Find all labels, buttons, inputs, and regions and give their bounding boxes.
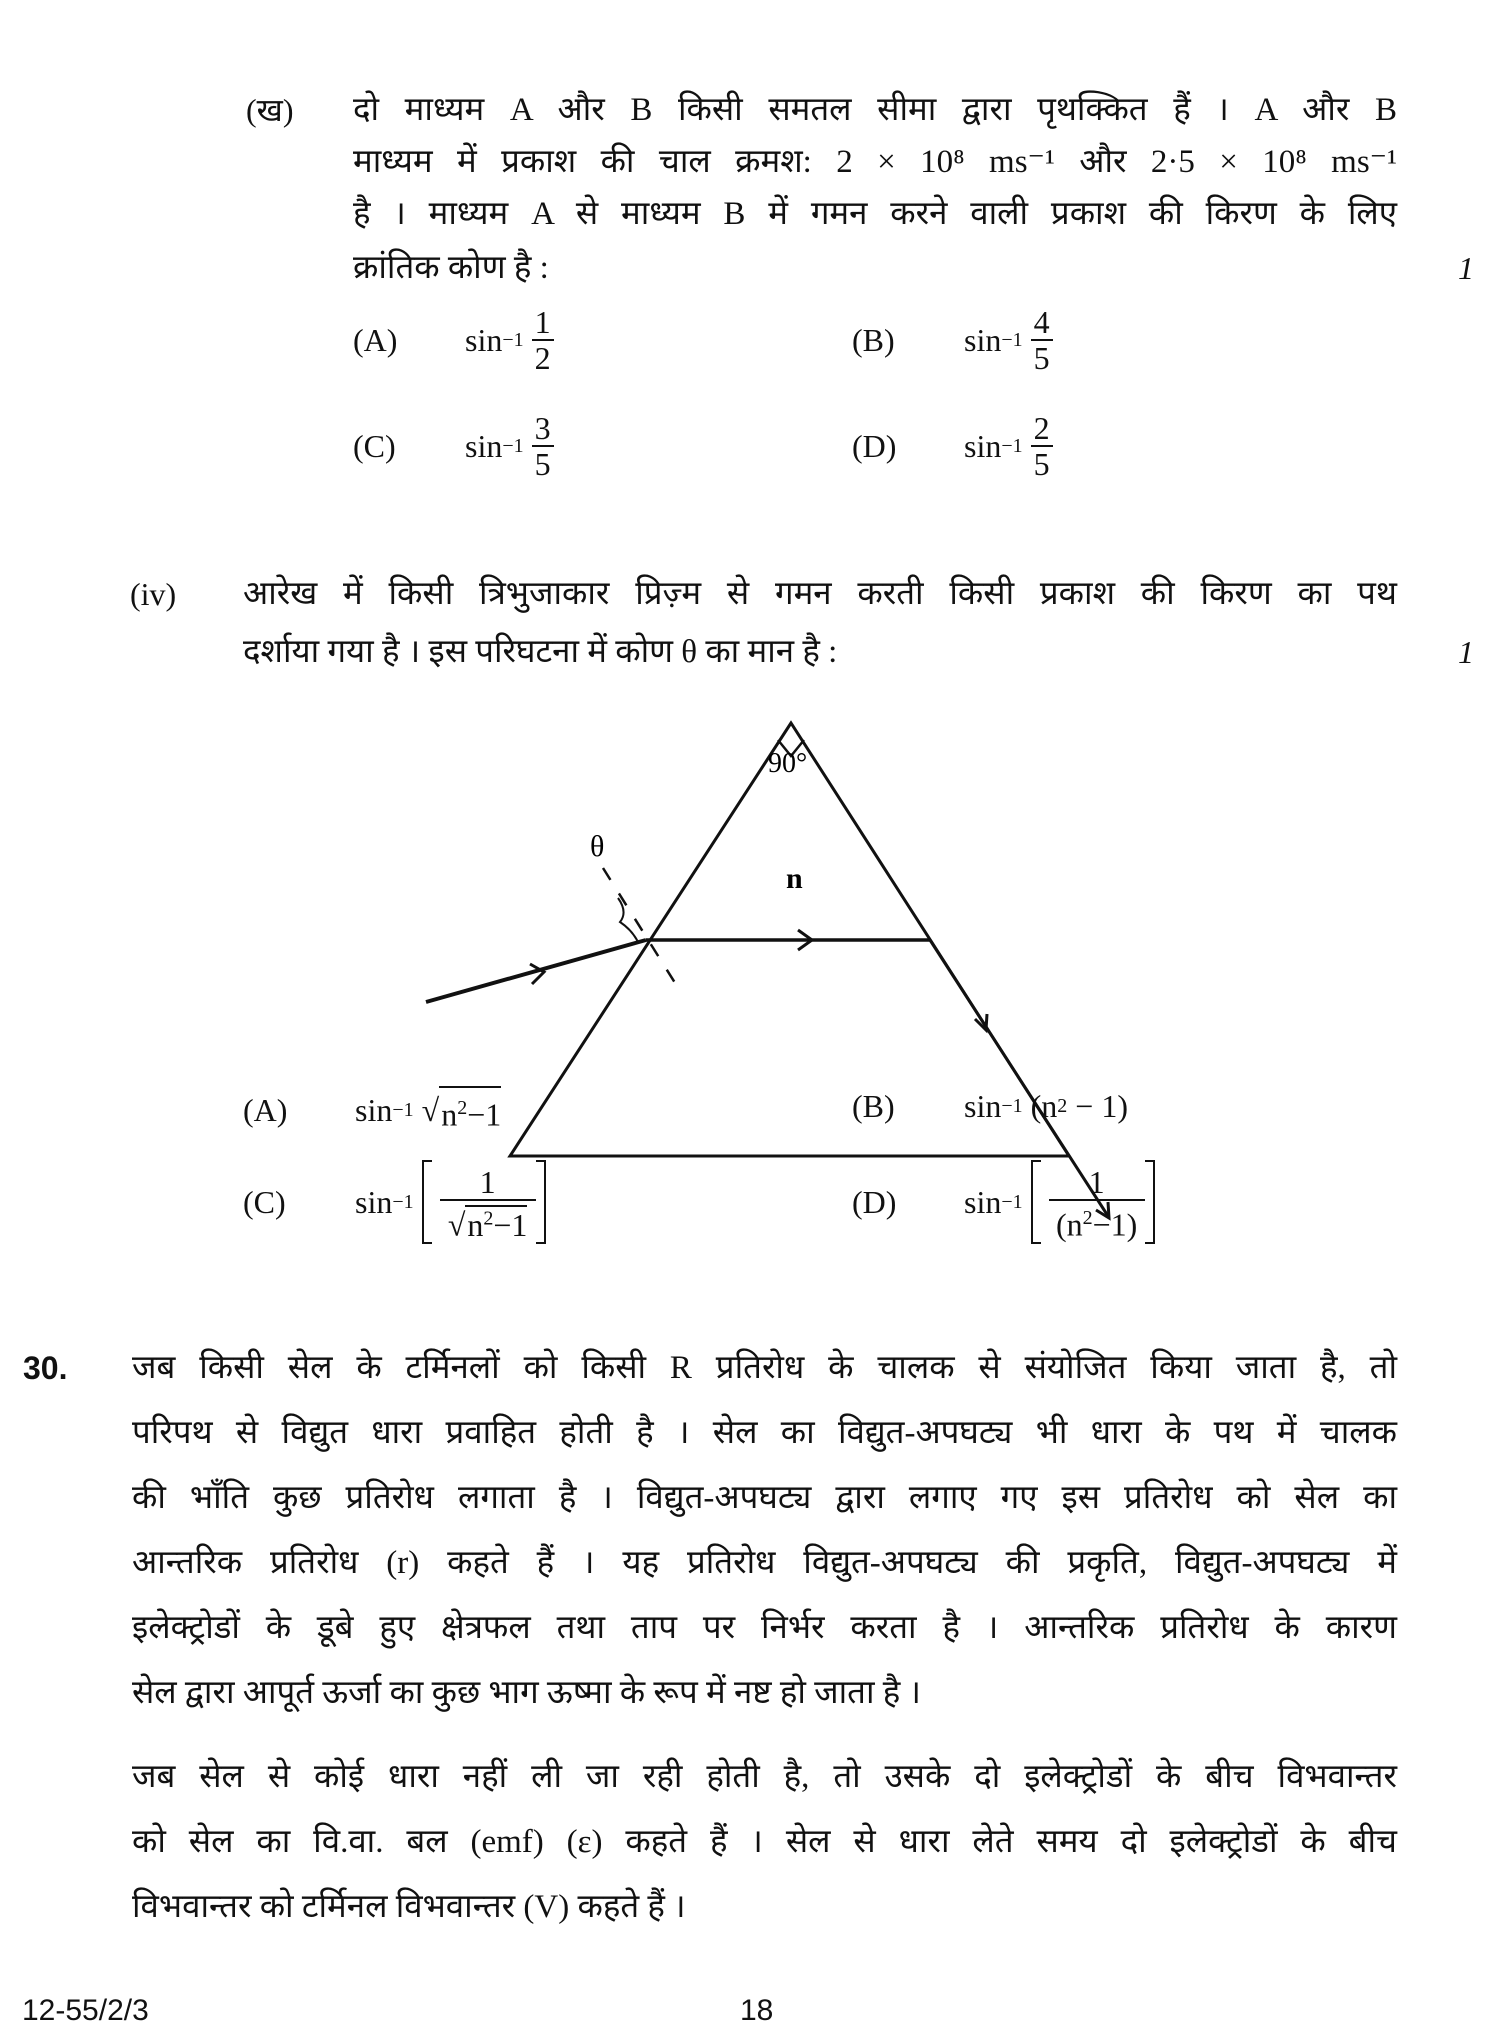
incident-ray [426, 940, 646, 1002]
question-text-line: माध्यम में प्रकाश की चाल क्रमश: 2 × 10⁸ ms⁻¹ और 2·5 × 10⁸ ms⁻¹ [353, 144, 1397, 180]
func: sin [355, 1092, 393, 1129]
question-label: (ख) [246, 92, 294, 128]
option-label: (A) [353, 322, 398, 358]
theta-label: θ [590, 830, 605, 863]
numerator: 2 [1031, 411, 1053, 447]
func: sin [964, 428, 1002, 464]
exponent: −1 [1001, 435, 1023, 457]
exponent: −1 [392, 1190, 414, 1213]
sqrt-body [439, 1086, 501, 1135]
exponent: −1 [392, 1099, 414, 1122]
option-c [243, 1160, 546, 1244]
denominator: 5 [1033, 340, 1050, 376]
base: (n [1055, 1206, 1083, 1243]
option-label: (B) [852, 1088, 895, 1124]
paragraph-line: की भाँति कुछ प्रतिरोध लगाता है । विद्युत-अपघट्य द्वारा लगाए गए इस प्रतिरोध को सेल का [132, 1480, 1397, 1516]
question-text-line: दो माध्यम A और B किसी समतल सीमा द्वारा पृथक्कित हैं । A और B [353, 92, 1397, 128]
option-label: (D) [852, 428, 897, 464]
option-label: (B) [852, 322, 895, 358]
option-label: (D) [852, 1183, 897, 1220]
func: sin [964, 1183, 1002, 1220]
question-text-line: क्रांतिक कोण है : [353, 250, 549, 286]
tail: − 1) [1067, 1088, 1128, 1124]
paragraph-line: इलेक्ट्रोडों के डूबे हुए क्षेत्रफल तथा ताप पर निर्भर करता है । आन्तरिक प्रतिरोध के कारण [132, 1610, 1397, 1646]
denominator: 5 [1033, 446, 1050, 482]
exponent: 2 [483, 1207, 494, 1229]
option-label: (C) [243, 1183, 286, 1220]
base: n [441, 1096, 458, 1133]
func: sin [465, 322, 503, 358]
func: sin [465, 428, 503, 464]
marks: 1 [1458, 250, 1474, 286]
func: sin [964, 322, 1002, 358]
denominator [1056, 1201, 1137, 1242]
normal-line [603, 868, 682, 994]
exponent: −1 [1001, 1190, 1023, 1213]
denominator: $√n^2-1$ [447, 1206, 528, 1243]
base: (n [1030, 1088, 1058, 1124]
option-label: (C) [353, 428, 396, 464]
bracket [1031, 1160, 1155, 1244]
question-number: 30. [23, 1350, 68, 1386]
exponent: 2 [1057, 1095, 1068, 1117]
refractive-index-label: n [786, 862, 803, 895]
question-text-line: आरेख में किसी त्रिभुजाकार प्रिज़्म से गमन करती किसी प्रकाश की किरण का पथ [243, 576, 1397, 612]
fraction [1049, 1165, 1145, 1242]
denominator: 5 [534, 446, 551, 482]
paragraph-line: सेल द्वारा आपूर्त ऊर्जा का कुछ भाग ऊष्मा के रूप में नष्ट हो जाता है । [132, 1675, 922, 1711]
numerator: 1 [1049, 1165, 1145, 1201]
exponent: 2 [1082, 1207, 1093, 1229]
exponent: −1 [1001, 1095, 1023, 1117]
paragraph-line: जब किसी सेल के टर्मिनलों को किसी R प्रतिरोध के चालक से संयोजित किया जाता है, तो [132, 1350, 1397, 1386]
sqrt-sign: √ [421, 1092, 440, 1129]
marks: 1 [1458, 634, 1474, 670]
page-number: 18 [740, 1994, 774, 2027]
fraction [440, 1165, 536, 1242]
numerator: 1 [532, 305, 554, 341]
bracket [422, 1160, 546, 1244]
paragraph-line: परिपथ से विद्युत धारा प्रवाहित होती है । सेल का विद्युत-अपघट्य भी धारा के पथ में चालक [132, 1415, 1397, 1451]
exponent: −1 [1001, 329, 1023, 351]
paragraph-line: जब सेल से कोई धारा नहीं ली जा रही होती है, तो उसके दो इलेक्ट्रोडों के बीच विभवान्तर [132, 1759, 1397, 1795]
exponent: −1 [502, 329, 524, 351]
exponent: 2 [457, 1097, 468, 1119]
option-d [852, 1160, 1155, 1244]
option-b [852, 1086, 1128, 1126]
func: sin [964, 1088, 1002, 1124]
denominator: 2 [534, 340, 551, 376]
tail: −1 [493, 1206, 528, 1243]
numerator: 4 [1031, 305, 1053, 341]
numerator: 3 [532, 411, 554, 447]
paragraph-line: विभवान्तर को टर्मिनल विभवान्तर (V) कहते हैं । [132, 1889, 686, 1925]
apex-angle-label: 90° [768, 748, 808, 779]
option-label: (A) [243, 1092, 288, 1129]
func: sin [355, 1183, 393, 1220]
paper-code: 12-55/2/3 [22, 1994, 149, 2027]
numerator: 1 [440, 1165, 536, 1201]
paragraph-line: को सेल का वि.वा. बल (emf) (ε) कहते हैं । सेल से धारा लेते समय दो इलेक्ट्रोडों के बीच [132, 1824, 1397, 1860]
question-text-line: है । माध्यम A से माध्यम B में गमन करने वाली प्रकाश की किरण के लिए [353, 196, 1397, 232]
tail: −1 [467, 1096, 502, 1133]
tail: −1) [1092, 1206, 1138, 1243]
option-a [243, 1086, 501, 1135]
question-text-line: दर्शाया गया है । इस परिघटना में कोण θ का मान है : [243, 634, 838, 670]
question-label: (iv) [130, 576, 177, 612]
exponent: −1 [502, 435, 524, 457]
paragraph-line: आन्तरिक प्रतिरोध (r) कहते हैं । यह प्रतिरोध विद्युत-अपघट्य की प्रकृति, विद्युत-अपघट्य में [132, 1545, 1397, 1581]
base: n [467, 1206, 484, 1243]
